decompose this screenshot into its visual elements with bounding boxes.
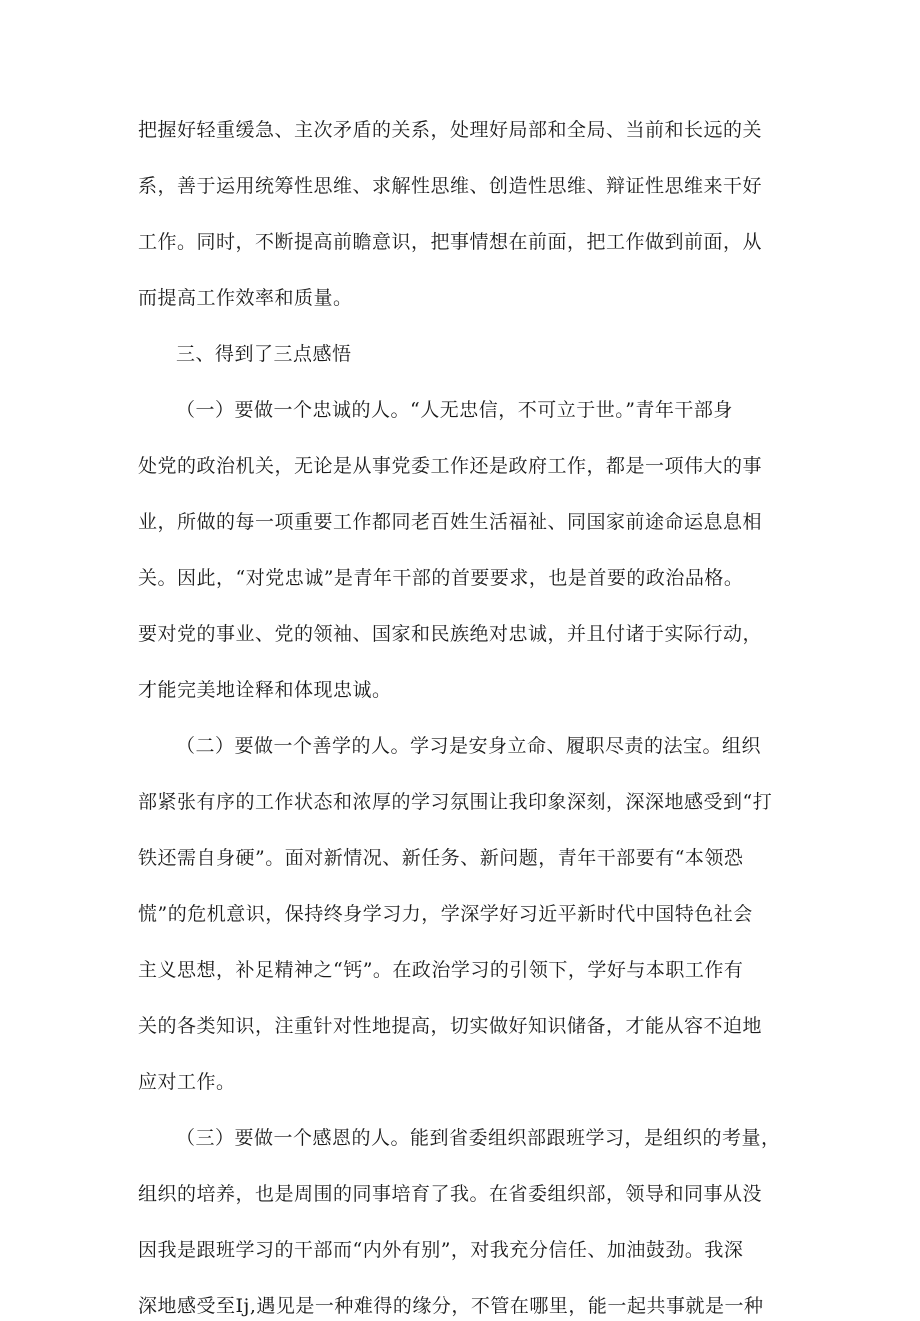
text-line: 才能完美地诠释和体现忠诚。 <box>138 679 392 701</box>
text-line: 主义思想，补足精神之“钙”。在政治学习的引领下，学好与本职工作有 <box>138 959 744 981</box>
text-line: 因我是跟班学习的干部而“内外有别”，对我充分信任、加油鼓劲。我深 <box>138 1239 744 1261</box>
text-line: 系，善于运用统筹性思维、求解性思维、创造性思维、辩证性思维来干好 <box>138 175 763 197</box>
text-line: 把握好轻重缓急、主次矛盾的关系，处理好局部和全局、当前和长远的关 <box>138 119 763 141</box>
text-line: （一）要做一个忠诚的人。“人无忠信，不可立于世。”青年干部身 <box>176 399 733 421</box>
text-line: （三）要做一个感恩的人。能到省委组织部跟班学习，是组织的考量， <box>176 1127 781 1149</box>
text-line: 而提高工作效率和质量。 <box>138 287 353 309</box>
text-line: 关。因此，“对党忠诚”是青年干部的首要要求，也是首要的政治品格。 <box>138 567 744 589</box>
text-line: 业，所做的每一项重要工作都同老百姓生活福祉、同国家前途命运息息相 <box>138 511 763 533</box>
text-line: 应对工作。 <box>138 1071 236 1093</box>
text-line: 要对党的事业、党的领袖、国家和民族绝对忠诚，并且付诸于实际行动， <box>138 623 763 645</box>
text-line: 处党的政治机关，无论是从事党委工作还是政府工作，都是一项伟大的事 <box>138 455 763 477</box>
section-heading: 三、得到了三点感悟 <box>176 343 352 365</box>
text-line: 深地感受至Ij,遇见是一种难得的缘分，不管在哪里，能一起共事就是一种 <box>138 1295 764 1317</box>
text-line: 工作。同时，不断提高前瞻意识，把事情想在前面，把工作做到前面，从 <box>138 231 763 253</box>
text-line: 慌”的危机意识，保持终身学习力，学深学好习近平新时代中国特色社会 <box>138 903 753 925</box>
text-line: 组织的培养，也是周围的同事培育了我。在省委组织部，领导和同事从没 <box>138 1183 763 1205</box>
text-line: 部紧张有序的工作状态和浓厚的学习氛围让我印象深刻，深深地感受到“打 <box>138 791 773 813</box>
text-line: （二）要做一个善学的人。学习是安身立命、履职尽责的法宝。组织 <box>176 735 762 757</box>
text-line: 铁还需自身硬”。面对新情况、新任务、新问题，青年干部要有“本领恐 <box>138 847 744 869</box>
text-line: 关的各类知识，注重针对性地提高，切实做好知识储备，才能从容不迫地 <box>138 1015 763 1037</box>
